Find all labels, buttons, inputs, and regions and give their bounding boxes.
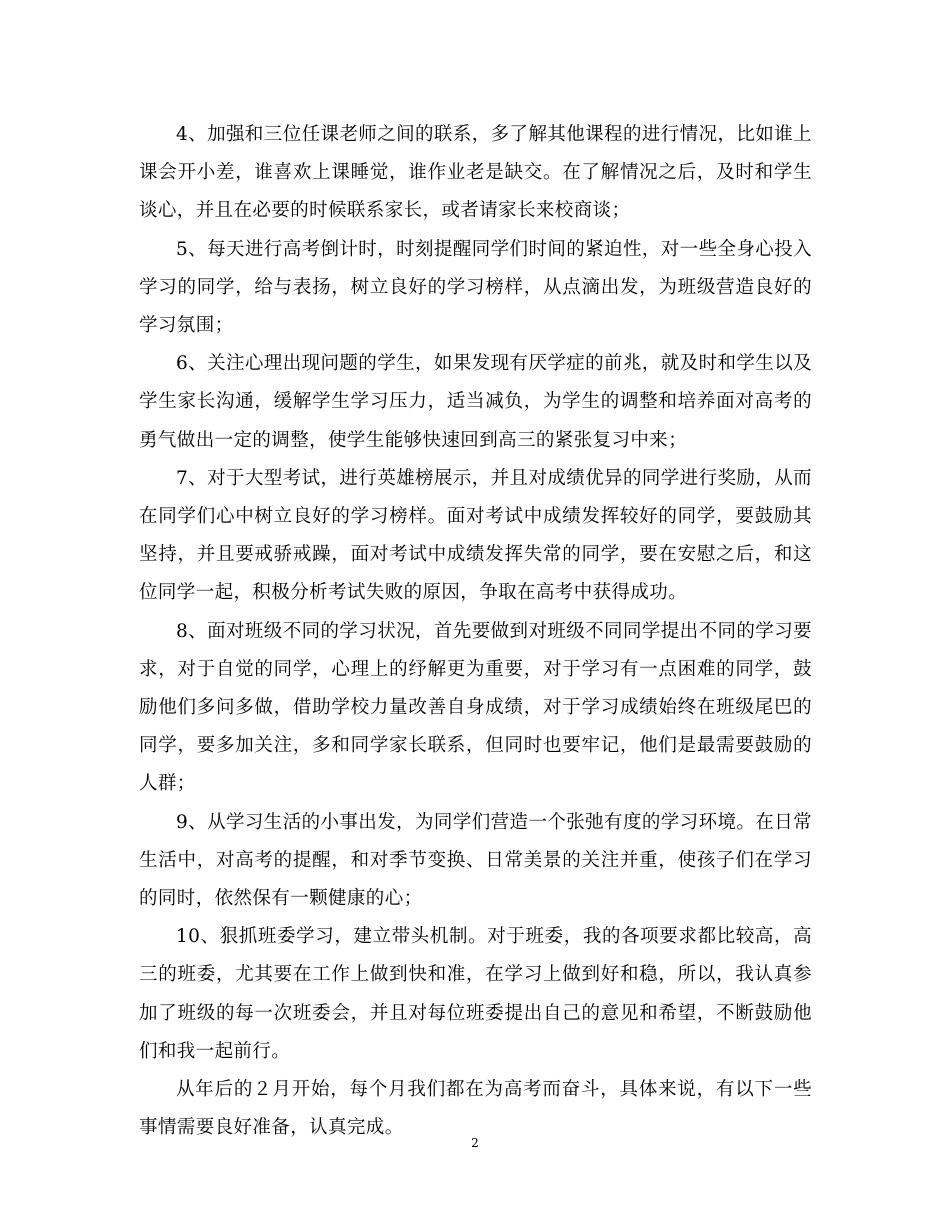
paragraph-item-9: 9、从学习生活的小事出发，为同学们营造一个张弛有度的学习环境。在日常生活中，对高考的提醒，和对季节变换、日常美景的关注并重，使孩子们在学习的同时，依然保有一颗健康的心；	[139, 811, 812, 910]
page-number: 2	[471, 1136, 479, 1150]
paragraph-item-5: 5、每天进行高考倒计时，时刻提醒同学们时间的紧迫性，对一些全身心投入学习的同学，给与表扬，树立良好的学习榜样，从点滴出发，为班级营造良好的学习氛围；	[139, 238, 812, 337]
paragraph-item-10: 10、狠抓班委学习，建立带头机制。对于班委，我的各项要求都比较高，高三的班委，尤其要在工作上做到快和准，在学习上做到好和稳，所以，我认真参加了班级的每一次班委会，并且对每位班委提出自己的意见和希望，不断鼓励他们和我一起前行。	[139, 926, 812, 1062]
document-body	[139, 116, 812, 1147]
paragraph-closing: 从年后的２月开始，每个月我们都在为高考而奋斗，具体来说，有以下一些事情需要良好准备，认真完成。	[139, 1079, 812, 1139]
paragraph-item-8: 8、面对班级不同的学习状况，首先要做到对班级不同同学提出不同的学习要求，对于自觉的同学，心理上的纾解更为重要，对于学习有一点困难的同学，鼓励他们多问多做，借助学校力量改善自身成绩，对于学习成绩始终在班级尾巴的同学，要多加关注，多和同学家长联系，但同时也要牢记，他们是最需要鼓励的人群；	[139, 620, 812, 795]
paragraph-item-6: 6、关注心理出现问题的学生，如果发现有厌学症的前兆，就及时和学生以及学生家长沟通，缓解学生学习压力，适当减负，为学生的调整和培养面对高考的勇气做出一定的调整，使学生能够快速回到高三的紧张复习中来；	[139, 353, 812, 451]
paragraph-item-7: 7、对于大型考试，进行英雄榜展示，并且对成绩优异的同学进行奖励，从而在同学们心中树立良好的学习榜样。面对考试中成绩发挥较好的同学，要鼓励其坚持，并且要戒骄戒躁，面对考试中成绩发挥失常的同学，要在安慰之后，和这位同学一起，积极分析考试失败的原因，争取在高考中获得成功。	[139, 467, 812, 604]
paragraph-item-4: 4、加强和三位任课老师之间的联系，多了解其他课程的进行情况，比如谁上课会开小差，谁喜欢上课睡觉，谁作业老是缺交。在了解情况之后，及时和学生谈心，并且在必要的时候联系家长，或者请家长来校商谈；	[139, 124, 812, 222]
